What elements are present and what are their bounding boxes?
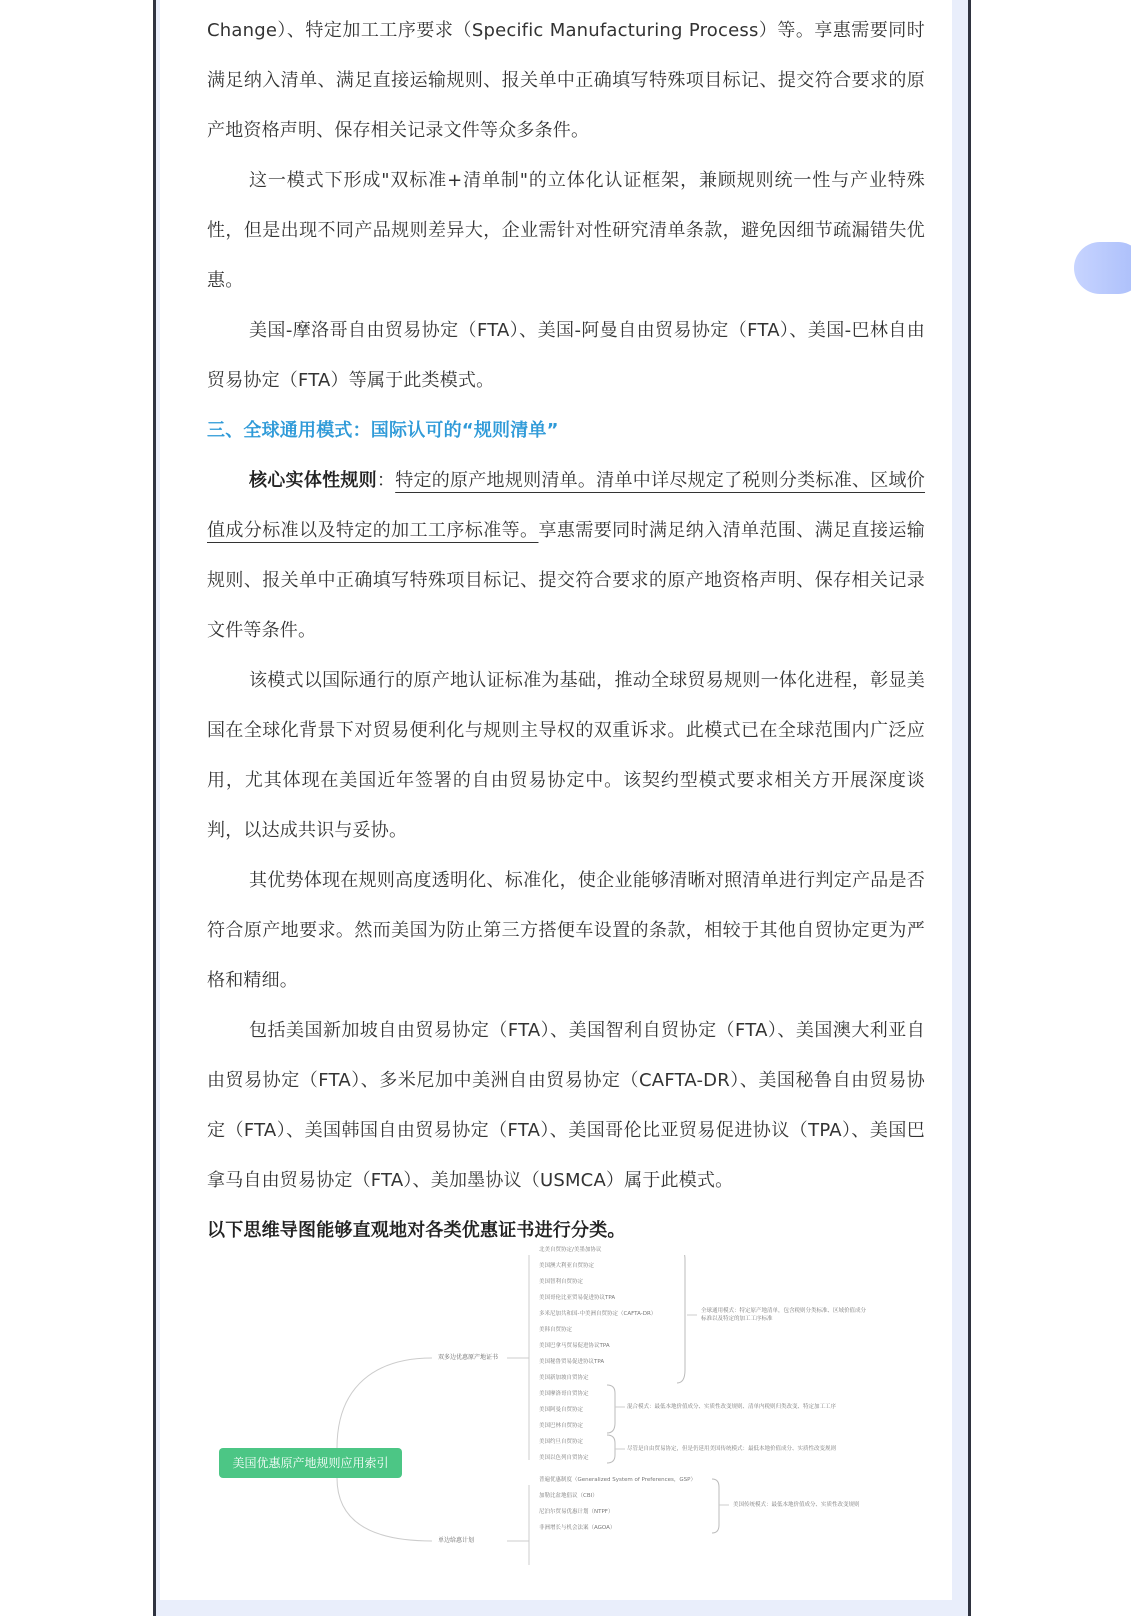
mindmap-leaf: 非洲增长与机会法案（AGOA） xyxy=(539,1525,616,1531)
mindmap-intro: 以下思维导图能够直观地对各类优惠证书进行分类。 xyxy=(207,1220,626,1241)
mindmap-leaf: 美韩自贸协定 xyxy=(539,1327,573,1333)
section-heading: 三、全球通用模式：国际认可的“规则清单” xyxy=(207,420,559,441)
paragraph: 包括美国新加坡自由贸易协定（FTA）、美国智利自贸协定（FTA）、美国澳大利亚自由贸易协定（FTA）、多米尼加中美洲自由贸易协定（CAFTA-DR）、美国秘鲁自由贸易协定（FTA）、美国韩国自由贸易协定（FTA）、美国哥伦比亚贸易促进协议（TPA）、美国巴拿马自由贸易协定（FTA）、美加墨协议（USMCA）属于此模式。 xyxy=(207,1020,925,1191)
mindmap-leaf: 多米尼加共和国-中美洲自贸协定（CAFTA-DR） xyxy=(539,1311,657,1317)
mindmap-leaf: 美国巴林自贸协定 xyxy=(539,1423,584,1429)
core-rule-rest: 享惠需要同时满足纳入清单范围、满足直接运输规则、报关单中正确填写特殊项目标记、提交符合要求的原产地资格声明、保存相关记录文件等条件。 xyxy=(207,520,925,641)
mindmap-leaf: 加勒比盆地倡议（CBI） xyxy=(539,1493,598,1499)
core-rule-label: 核心实体性规则 xyxy=(249,470,377,491)
mindmap-leaf: 美国秘鲁贸易促进协议TPA xyxy=(539,1359,605,1365)
mindmap-leaf: 美国澳大利亚自贸协定 xyxy=(539,1263,595,1269)
mindmap-leaf: 美国新加坡自贸协定 xyxy=(539,1375,589,1381)
mindmap-desc: 混合模式：最低本地价值成分、实质性改变规则、清单内税则归类改变、特定加工工序 xyxy=(627,1404,837,1410)
paragraph: Change）、特定加工工序要求（Specific Manufacturing Process）等。享惠需要同时满足纳入清单、满足直接运输规则、报关单中正确填写特殊项目标记、提交符合要求的原产地资格声明、保存相关记录文件等众多条件。 xyxy=(207,20,925,141)
paragraph: 美国-摩洛哥自由贸易协定（FTA）、美国-阿曼自由贸易协定（FTA）、美国-巴林自由贸易协定（FTA）等属于此类模式。 xyxy=(207,320,925,391)
mindmap-desc: 尽管是自由贸易协定，但是仍延用美国传统模式：最低本地价值成分、实质性改变规则 xyxy=(627,1446,837,1452)
mindmap-leaf: 美国以色列自贸协定 xyxy=(539,1455,589,1461)
core-rule-colon: ： xyxy=(376,470,396,491)
mindmap-leaf: 北美自贸协定/美墨加协议 xyxy=(539,1247,602,1253)
mindmap-branch-unilateral: 单边给惠计划 xyxy=(438,1537,475,1544)
mindmap-leaf: 美国智利自贸协定 xyxy=(539,1279,584,1285)
core-rule-paragraph xyxy=(207,456,925,656)
mindmap-leaf: 美国阿曼自贸协定 xyxy=(539,1407,584,1413)
mindmap-leaf: 尼泊尔贸易优惠计划（NTPF） xyxy=(539,1509,614,1515)
mindmap-leaf: 美国巴拿马贸易促进协议TPA xyxy=(539,1343,610,1349)
mindmap-desc: 全球通用模式：特定原产地清单，包含税则分类标准、区域价值成分标准以及特定的加工工序标准 xyxy=(701,1308,867,1322)
paragraph: 其优势体现在规则高度透明化、标准化，使企业能够清晰对照清单进行判定产品是否符合原产地要求。然而美国为防止第三方搭便车设置的条款，相较于其他自贸协定更为严格和精细。 xyxy=(207,870,925,991)
mindmap-desc: 美国传统模式：最低本地价值成分、实质性改变规则 xyxy=(733,1502,860,1508)
paragraph: 这一模式下形成"双标准+清单制"的立体化认证框架，兼顾规则统一性与产业特殊性，但是出现不同产品规则差异大，企业需针对性研究清单条款，避免因细节疏漏错失优惠。 xyxy=(207,170,925,291)
article-content xyxy=(207,6,925,1256)
mindmap xyxy=(207,1247,925,1575)
side-float-tab[interactable] xyxy=(1074,242,1131,294)
mindmap-branch-multilateral: 双多边优惠原产地证书 xyxy=(438,1354,499,1361)
mindmap-leaf: 美国哥伦比亚贸易促进协议TPA xyxy=(539,1295,616,1301)
mindmap-leaf: 美国摩洛哥自贸协定 xyxy=(539,1391,589,1397)
paragraph: 该模式以国际通行的原产地认证标准为基础，推动全球贸易规则一体化进程，彰显美国在全球化背景下对贸易便利化与规则主导权的双重诉求。此模式已在全球范围内广泛应用，尤其体现在美国近年签署的自由贸易协定中。该契约型模式要求相关方开展深度谈判，以达成共识与妥协。 xyxy=(207,670,925,841)
mindmap-leaf: 美国约旦自贸协定 xyxy=(539,1439,584,1445)
core-rule-underlined: 特定的原产地规则清单。清单中详尽规定了税则分类标准、区域价值成分标准以及特定的加工工序标准等。 xyxy=(207,470,926,541)
mindmap-root-node: 美国优惠原产地规则应用索引 xyxy=(219,1448,402,1478)
mindmap-leaf: 普遍优惠制度（Generalized System of Preferences，GSP） xyxy=(539,1477,696,1483)
